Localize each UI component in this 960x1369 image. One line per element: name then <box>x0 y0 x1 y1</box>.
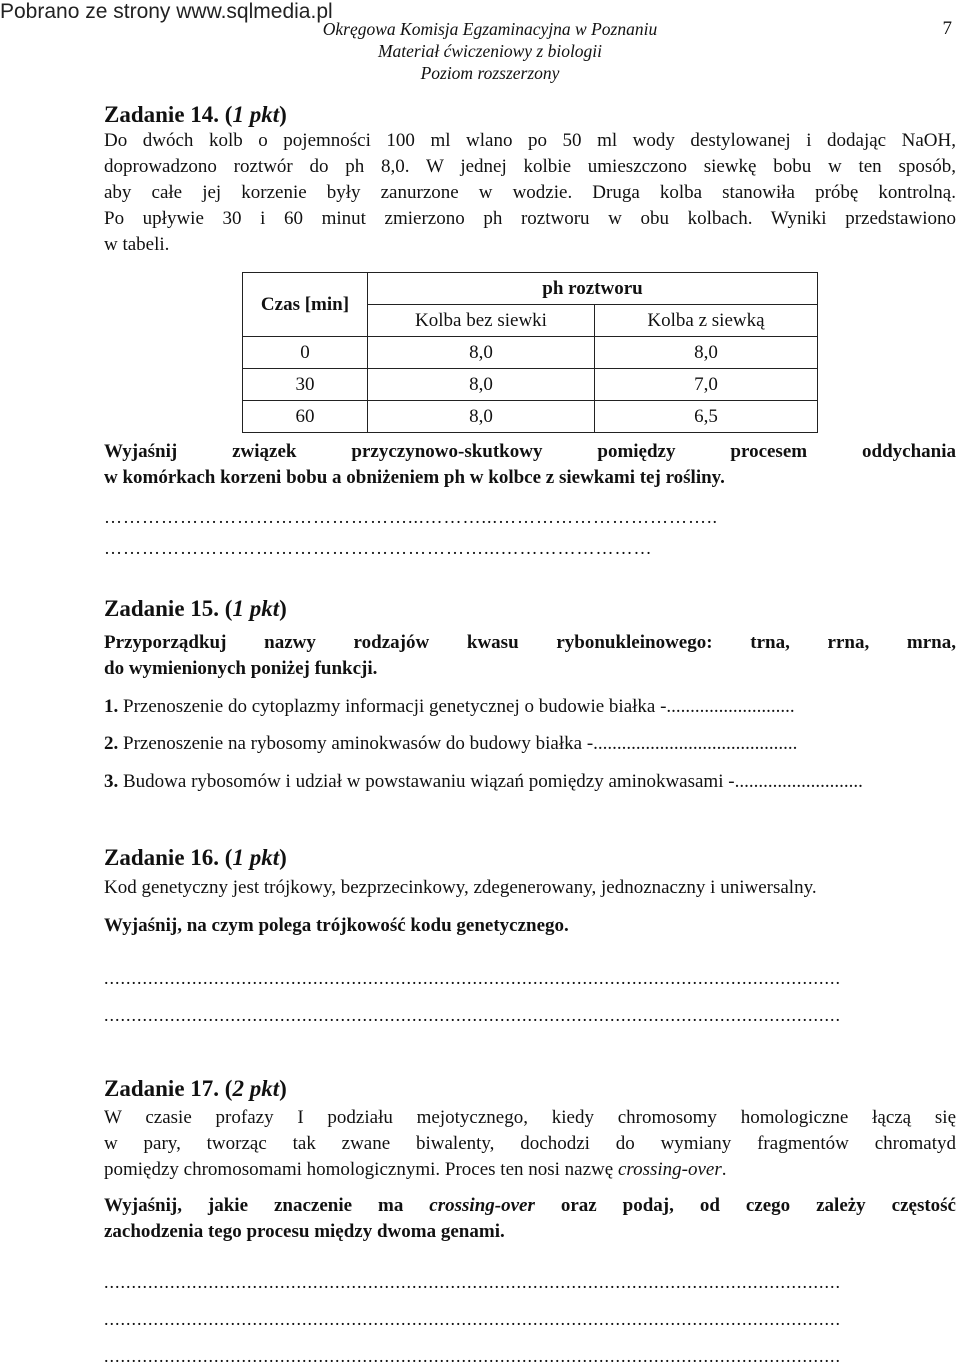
cell-seedling: 6,5 <box>595 401 818 433</box>
task-16-text <box>104 875 956 901</box>
task-14-question-line-1: Wyjaśnij związek przyczynowo-skutkowy pomiędzy procesem oddychania <box>104 441 956 462</box>
line-text: pomiędzy chromosomami homologicznymi. Proces ten nosi nazwę <box>104 1159 618 1180</box>
task-16-question-line: Wyjaśnij, na czym polega trójkowość kodu genetycznego. <box>104 915 569 936</box>
page-number: 7 <box>942 18 952 39</box>
term-italic: crossing-over <box>617 1159 722 1180</box>
task-15-item-3[interactable] <box>104 771 863 793</box>
task-14-line-1: Do dwóch kolb o pojemności 100 ml wlano po 50 ml wody destylowanej i dodając NaOH, <box>104 130 956 151</box>
task-14-text <box>104 128 956 258</box>
table-row <box>243 369 818 401</box>
table-row <box>243 337 818 369</box>
task-14-title: Zadanie 14. (1 pkt) <box>104 102 287 127</box>
answer-line[interactable]: ...................................................................................................................................... <box>104 1272 841 1292</box>
task-15-title: Zadanie 15. (1 pkt) <box>104 596 287 621</box>
header-line-3: Poziom rozszerzony <box>420 63 560 83</box>
line-text: oraz podaj, od czego zależy częstość <box>534 1195 956 1216</box>
task-16-question <box>104 913 956 939</box>
task-17-line-3 <box>104 1157 956 1183</box>
answer-line[interactable]: ...................................................................................................................................... <box>104 1309 841 1329</box>
line-text: Wyjaśnij, jakie znaczenie ma <box>104 1195 430 1216</box>
header-line-1: Okręgowa Komisja Egzaminacyjna w Poznaniu <box>322 19 658 39</box>
cell-seedling: 7,0 <box>595 369 818 401</box>
term-italic: crossing-over <box>429 1195 535 1216</box>
answer-line[interactable]: ...................................................................................................................................... <box>104 968 841 988</box>
page-header <box>300 18 680 84</box>
line-text: . <box>721 1159 727 1180</box>
cell-control: 8,0 <box>368 369 595 401</box>
cell-time: 30 <box>243 369 368 401</box>
column-header-control: Kolba bez siewki <box>368 305 595 337</box>
task-15-question-line-2: do wymienionych poniżej funkcji. <box>104 658 378 679</box>
task-17-text <box>104 1105 956 1183</box>
item-number: 1. <box>104 696 119 717</box>
task-14-label: Zadanie 14. <box>104 102 220 127</box>
task-14-line-5: w tabeli. <box>104 234 170 255</box>
column-header-seedling: Kolba z siewką <box>595 305 818 337</box>
task-17-title: Zadanie 17. (2 pkt) <box>104 1076 287 1101</box>
task-15-question-line-1: Przyporządkuj nazwy rodzajów kwasu rybonukleinowego: trna, rrna, mrna, <box>104 632 956 653</box>
task-17-line-1: W czasie profazy I podziału mejotycznego, kiedy chromosomy homologiczne łączą się <box>104 1107 956 1128</box>
answer-line[interactable]: ...................................................................................................................................... <box>104 1346 841 1366</box>
column-header-time: Czas [min] <box>243 273 368 337</box>
cell-seedling: 8,0 <box>595 337 818 369</box>
cell-control: 8,0 <box>368 401 595 433</box>
task-14-question <box>104 439 956 491</box>
task-17-label: Zadanie 17. <box>104 1076 220 1101</box>
task-17-question-line-1 <box>104 1193 956 1219</box>
task-14-question-line-2: w komórkach korzeni bobu a obniżeniem ph w kolbce z siewkami tej rośliny. <box>104 467 725 488</box>
task-17-line-2: w pary, tworząc tak zwane biwalenty, dochodzi do wymiany fragmentów chromatyd <box>104 1133 956 1154</box>
task-15-item-2[interactable] <box>104 733 797 755</box>
task-15-points: 1 pkt <box>232 596 280 621</box>
item-text: Przenoszenie do cytoplazmy informacji genetycznej o budowie białka -........................... <box>123 696 795 717</box>
task-15-label: Zadanie 15. <box>104 596 220 621</box>
ph-results-table <box>242 272 818 433</box>
column-group-ph: ph roztworu <box>368 273 818 305</box>
header-line-2: Materiał ćwiczeniowy z biologii <box>377 41 603 61</box>
cell-time: 60 <box>243 401 368 433</box>
table-row <box>243 401 818 433</box>
task-16-title: Zadanie 16. (1 pkt) <box>104 845 287 870</box>
task-14-line-3: aby całe jej korzenie były zanurzone w wodzie. Druga kolba stanowiła próbę kontrolną. <box>104 182 956 203</box>
item-text: Przenoszenie na rybosomy aminokwasów do budowy białka -........................................... <box>123 733 798 754</box>
cell-control: 8,0 <box>368 337 595 369</box>
answer-line[interactable]: ...................................................................................................................................... <box>104 1005 841 1025</box>
task-15-question <box>104 630 956 682</box>
task-15-item-1[interactable] <box>104 696 795 718</box>
task-17-question <box>104 1193 956 1245</box>
item-text: Budowa rybosomów i udział w powstawaniu wiązań pomiędzy aminokwasami -........................... <box>123 771 863 792</box>
task-14-line-4: Po upływie 30 i 60 minut zmierzono ph roztworu w obu kolbach. Wyniki przedstawiono <box>104 208 956 229</box>
item-number: 3. <box>104 771 119 792</box>
cell-time: 0 <box>243 337 368 369</box>
answer-line[interactable]: …………………………………………...………...…………………………….. <box>104 507 718 527</box>
task-14-points: 1 pkt <box>232 102 280 127</box>
task-17-points: 2 pkt <box>232 1076 280 1101</box>
task-17-question-line-2: zachodzenia tego procesu między dwoma genami. <box>104 1221 505 1242</box>
task-16-label: Zadanie 16. <box>104 845 220 870</box>
task-16-line-1: Kod genetyczny jest trójkowy, bezprzecinkowy, zdegenerowany, jednoznaczny i uniwersalny. <box>104 877 817 898</box>
watermark-text: Pobrano ze strony www.sqlmedia.pl <box>0 0 333 23</box>
item-number: 2. <box>104 733 119 754</box>
answer-line[interactable]: ……………………………………………………...…………………… <box>104 538 653 558</box>
task-16-points: 1 pkt <box>232 845 280 870</box>
task-14-line-2: doprowadzono roztwór do ph 8,0. W jednej kolbie umieszczono siewkę bobu w ten sposób, <box>104 156 956 177</box>
